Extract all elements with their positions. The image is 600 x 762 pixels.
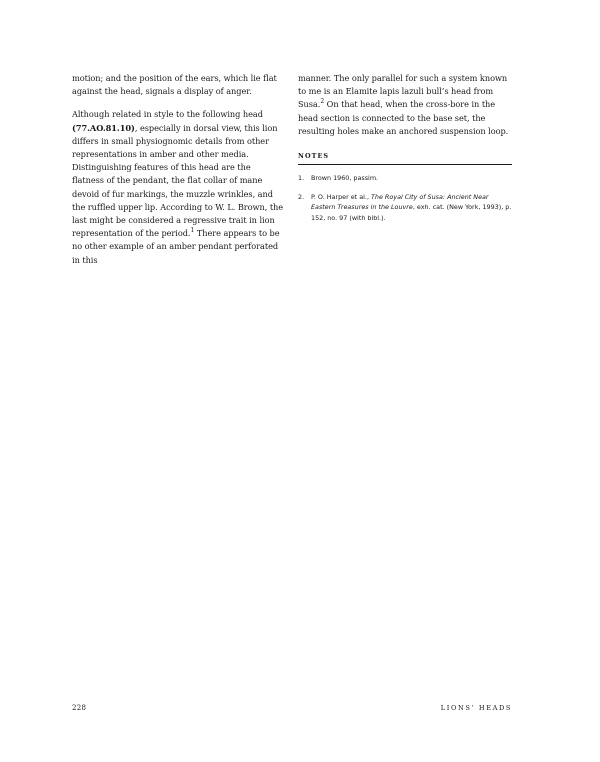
note-text: Brown 1960, passim. (311, 174, 379, 183)
running-footer-title: LIONS’ HEADS (440, 704, 512, 712)
left-column (72, 72, 284, 277)
page-number: 228 (72, 704, 87, 712)
note-number: 1. (298, 174, 305, 183)
left-paragraph-1-text: motion; and the position of the ears, which lie flat against the head, signals a display of anger. (72, 73, 277, 97)
right-column (298, 72, 512, 231)
footnote-ref-2[interactable]: 2 (320, 98, 325, 106)
note-text-tail: , exh. cat. (New York, 1993), p. 152, no. 97 (with bibl.). (311, 203, 512, 222)
left-paragraph-2-text-c: There appears to be no other example of an amber pendant perforated in this (72, 228, 280, 265)
right-paragraph-1-text-a: manner. The only parallel for such a system known to me is an Elamite lapis lazuli bull’s head from Susa. (298, 73, 508, 110)
right-paragraph-1-text-b: On that head, when the cross-bore in the head section is connected to the base set, the resulting holes make an anchored suspension loop. (298, 99, 509, 136)
right-paragraph-1 (298, 72, 512, 138)
note-number: 2. (298, 192, 305, 201)
note-item (298, 173, 512, 184)
notes-list (298, 173, 512, 223)
left-paragraph-2-text-b: , especially in dorsal view, this lion differs in small physiognomic details from other representations in amber and other media. Distinguishing features of this head are the flatness of the pendant, the flat collar of mane devoid of fur markings, the muzzle wrinkles, and the ruffled upper lip. According to W. L. Brown, the last might be considered a regressive trait in lion representation of the period. (72, 122, 284, 239)
note-italic-title: The Royal City of Susa: Ancient Near Eastern Treasures in the Louvre (311, 192, 489, 212)
notes-heading: NOTES (298, 152, 512, 165)
footnote-ref-1[interactable]: 1 (190, 227, 195, 235)
left-paragraph-1 (72, 72, 284, 98)
note-item (298, 192, 512, 224)
note-text: P. O. Harper et al., (311, 192, 372, 201)
left-paragraph-2-text-a: Although related in style to the following head (72, 109, 263, 120)
object-reference: (77.AO.81.10) (72, 122, 135, 133)
left-paragraph-2 (72, 108, 284, 266)
